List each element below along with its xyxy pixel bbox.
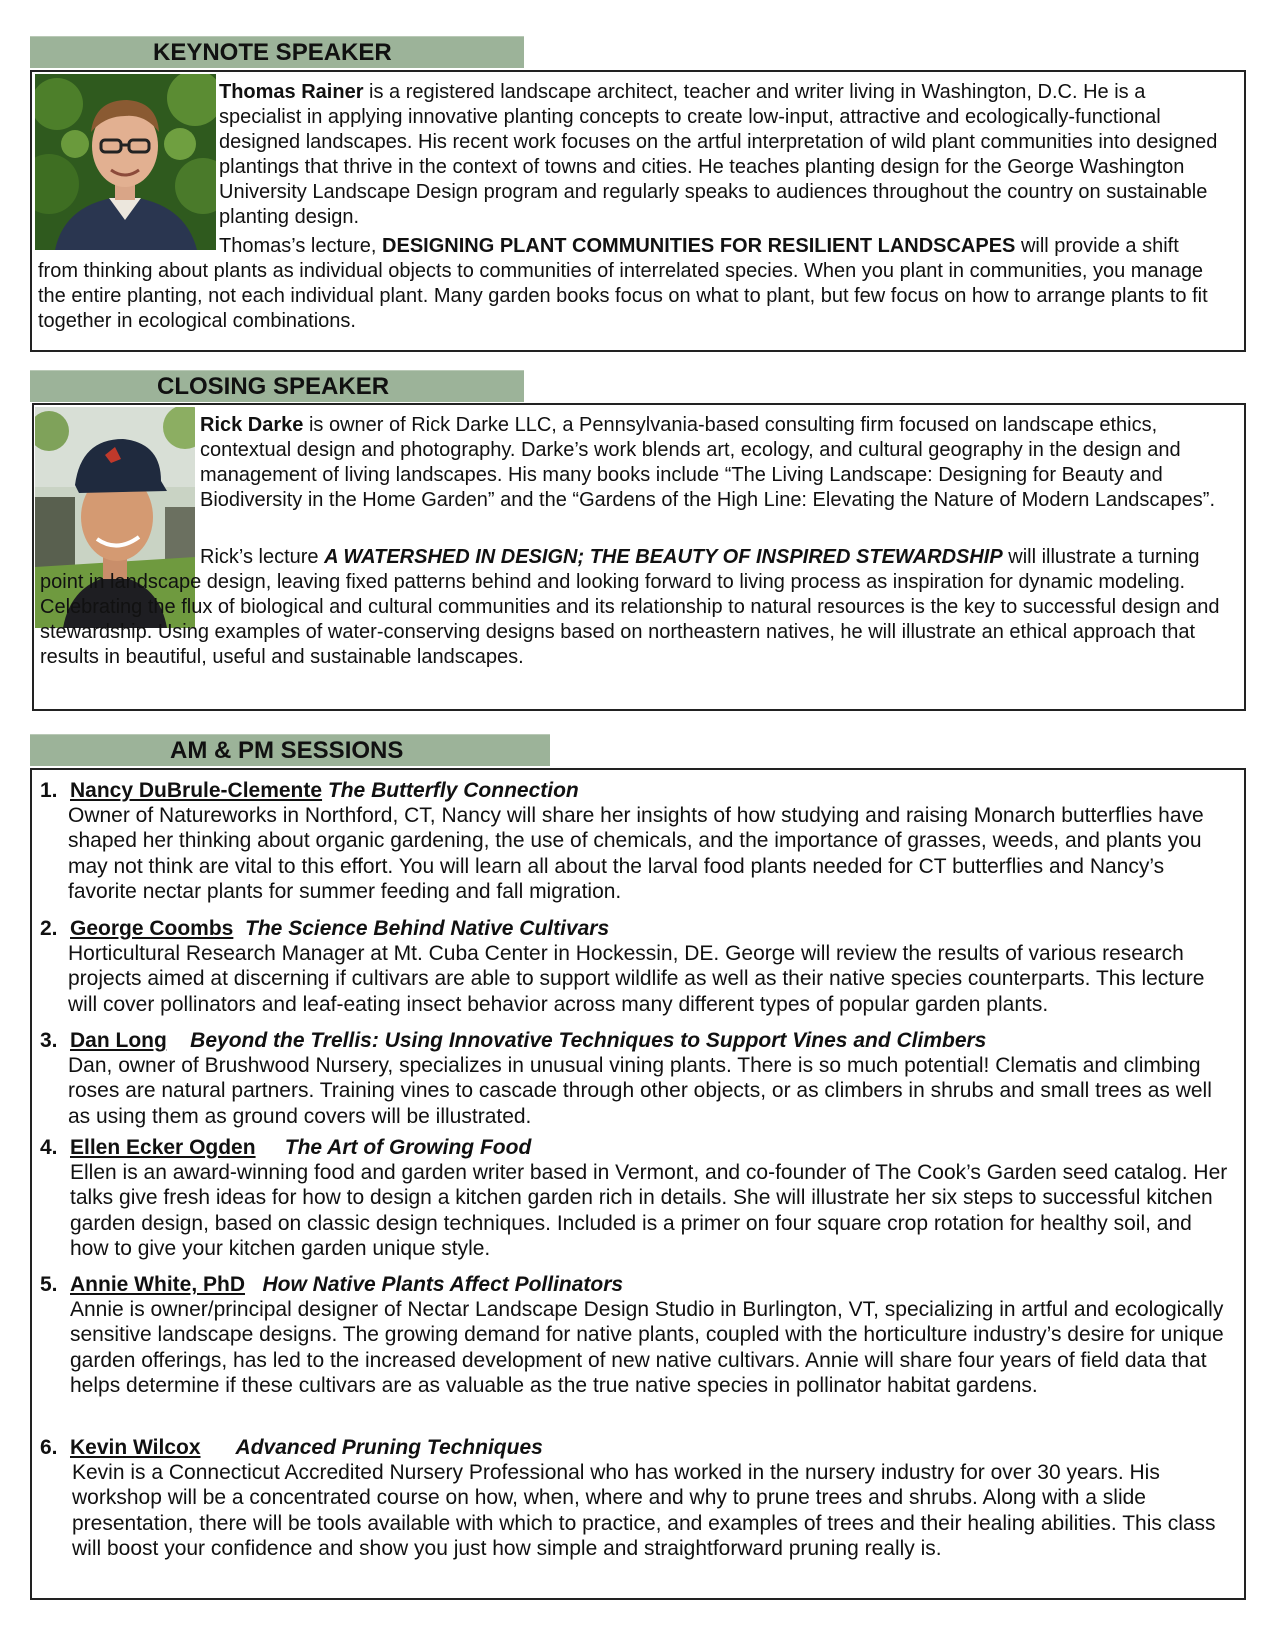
session-number: 1.	[40, 779, 58, 802]
session-header	[40, 778, 1230, 803]
session-number: 6.	[40, 1436, 58, 1459]
session-header	[40, 1435, 1230, 1460]
session-number: 5.	[40, 1273, 58, 1296]
keynote-speaker-name: Thomas Rainer	[219, 81, 364, 103]
session-description: Ellen is an award-winning food and garden writer based in Vermont, and co-founder of The Cook’s Garden seed catalog. Her talks give fresh ideas for how to design a kitchen garden rich in details. She will illustrate her six steps to successful kitchen garden design, based on classic design techniques. Included is a primer on four square crop rotation for healthy soil, and how to give your kitchen garden unique style.	[70, 1161, 1228, 1260]
keynote-speaker-photo	[35, 74, 216, 250]
keynote-lecture-desc: will provide a shift from thinking about plants as individual objects to communities of interrelated species. When you plant in communities, you manage the entire planting, not each individual plant. Many garden books focus on what to plant, but few focus on how to arrange plants to fit together in ecological combinations.	[38, 235, 1208, 332]
session-title: Advanced Pruning Techniques	[235, 1436, 543, 1459]
session-description: Owner of Natureworks in Northford, CT, Nancy will share her insights of how studying and raising Monarch butterflies have shaped her thinking about organic gardening, the use of chemicals, and the importance of grasses, weeds, and plants you may not think are vital to this effort. You will learn all about the larval food plants needed for CT butterflies and Nancy’s favorite nectar plants for summer feeding and fall migration.	[68, 804, 1204, 903]
keynote-bio	[219, 80, 1219, 230]
keynote-heading: KEYNOTE SPEAKER	[153, 39, 392, 66]
session-title: The Butterfly Connection	[327, 779, 579, 802]
session-item	[40, 1135, 1230, 1261]
session-speaker: Dan Long	[70, 1029, 167, 1052]
closing-lecture-title: A WATERSHED IN DESIGN; THE BEAUTY OF INSPIRED STEWARDSHIP	[324, 546, 1003, 568]
session-header	[40, 1272, 1230, 1297]
session-header	[40, 1135, 1230, 1160]
session-item	[40, 916, 1230, 1017]
sessions-box	[30, 768, 1246, 1600]
session-speaker: Ellen Ecker Ogden	[70, 1136, 256, 1159]
keynote-lecture-prefix: Thomas’s lecture,	[219, 235, 383, 257]
session-item	[40, 1435, 1230, 1561]
sessions-heading-bar	[30, 734, 550, 766]
sessions-heading: AM & PM SESSIONS	[170, 737, 404, 764]
session-number: 3.	[40, 1029, 58, 1052]
closing-bio-text: is owner of Rick Darke LLC, a Pennsylvania-based consulting firm focused on landscape ethics, contextual design and photography. Darke’s work blends art, ecology, and cultural geography in the design and management of living landscapes. His many books include “The Living Landscape: Designing for Beauty and Biodiversity in the Home Garden” and the “Gardens of the High Line: Elevating the Nature of Modern Landscapes”.	[200, 414, 1216, 511]
session-description: Annie is owner/principal designer of Nectar Landscape Design Studio in Burlington, VT, specializing in artful and ecologically sensitive landscape designs. The growing demand for native plants, coupled with the horticulture industry’s desire for unique garden offerings, has led to the increased development of new native cultivars. Annie will share four years of field data that helps determine if these cultivars are as valuable as the true native species in pollinator habitat gardens.	[70, 1298, 1224, 1397]
keynote-bio-text: is a registered landscape architect, teacher and writer living in Washington, D.C. He is a specialist in applying innovative planting concepts to create low-input, attractive and ecologically-functional designed landscapes. His recent work focuses on the artful interpretation of wild plant communities into designed plantings that thrive in the context of towns and cities. He teaches planting design for the George Washington University Landscape Design program and regularly speaks to audiences throughout the country on sustainable planting design.	[219, 81, 1218, 228]
session-item	[40, 1272, 1230, 1398]
session-header	[40, 916, 1230, 941]
closing-lecture	[40, 545, 1220, 670]
session-item	[40, 778, 1230, 904]
session-description: Horticultural Research Manager at Mt. Cuba Center in Hockessin, DE. George will review the results of various research projects aimed at discerning if cultivars are able to support wildlife as well as their native species counterparts. This lecture will cover pollinators and leaf-eating insect behavior across many different types of popular garden plants.	[68, 942, 1205, 1016]
session-speaker: Kevin Wilcox	[70, 1436, 201, 1459]
session-item	[40, 1028, 1230, 1129]
keynote-lecture	[38, 234, 1218, 334]
session-description: Kevin is a Connecticut Accredited Nursery Professional who has worked in the nursery industry for over 30 years. His workshop will be a concentrated course on how, when, where and why to prune trees and shrubs. Along with a slide presentation, there will be tools available with which to practice, and examples of trees and their healing abilities. This class will boost your confidence and show you just how simple and straightforward pruning really is.	[72, 1461, 1216, 1560]
closing-box	[32, 403, 1246, 711]
session-title: The Art of Growing Food	[284, 1136, 532, 1159]
keynote-lecture-title: DESIGNING PLANT COMMUNITIES FOR RESILIENT LANDSCAPES	[382, 235, 1016, 257]
keynote-heading-bar	[30, 36, 524, 68]
closing-speaker-name: Rick Darke	[200, 414, 304, 436]
session-speaker: Annie White, PhD	[70, 1273, 245, 1296]
keynote-box	[30, 70, 1246, 352]
session-number: 2.	[40, 917, 58, 940]
session-header	[40, 1028, 1230, 1053]
closing-heading: CLOSING SPEAKER	[157, 373, 390, 400]
closing-heading-bar	[30, 370, 524, 402]
closing-bio	[200, 413, 1220, 513]
session-speaker: Nancy DuBrule-Clemente	[70, 779, 323, 802]
session-title: How Native Plants Affect Pollinators	[262, 1273, 624, 1296]
closing-lecture-prefix: Rick’s lecture	[200, 546, 325, 568]
session-speaker: George Coombs	[70, 917, 234, 940]
session-number: 4.	[40, 1136, 58, 1159]
session-title: The Science Behind Native Cultivars	[245, 917, 610, 940]
closing-lecture-desc: will illustrate a turning point in landscape design, leaving fixed patterns behind and looking forward to living process as inspiration for dynamic modeling. Celebrating the flux of biological and cultural communities and its relationship to natural resources is the key to successful design and stewardship. Using examples of water-conserving designs based on northeastern natives, he will illustrate an ethical approach that results in beautiful, useful and sustainable landscapes.	[40, 546, 1220, 668]
session-description: Dan, owner of Brushwood Nursery, specializes in unusual vining plants. There is so much potential! Clematis and climbing roses are natural partners. Training vines to cascade through other objects, or as climbers in shrubs and small trees as well as using them as ground covers will be illustrated.	[68, 1054, 1212, 1128]
session-title: Beyond the Trellis: Using Innovative Techniques to Support Vines and Climbers	[190, 1029, 987, 1052]
